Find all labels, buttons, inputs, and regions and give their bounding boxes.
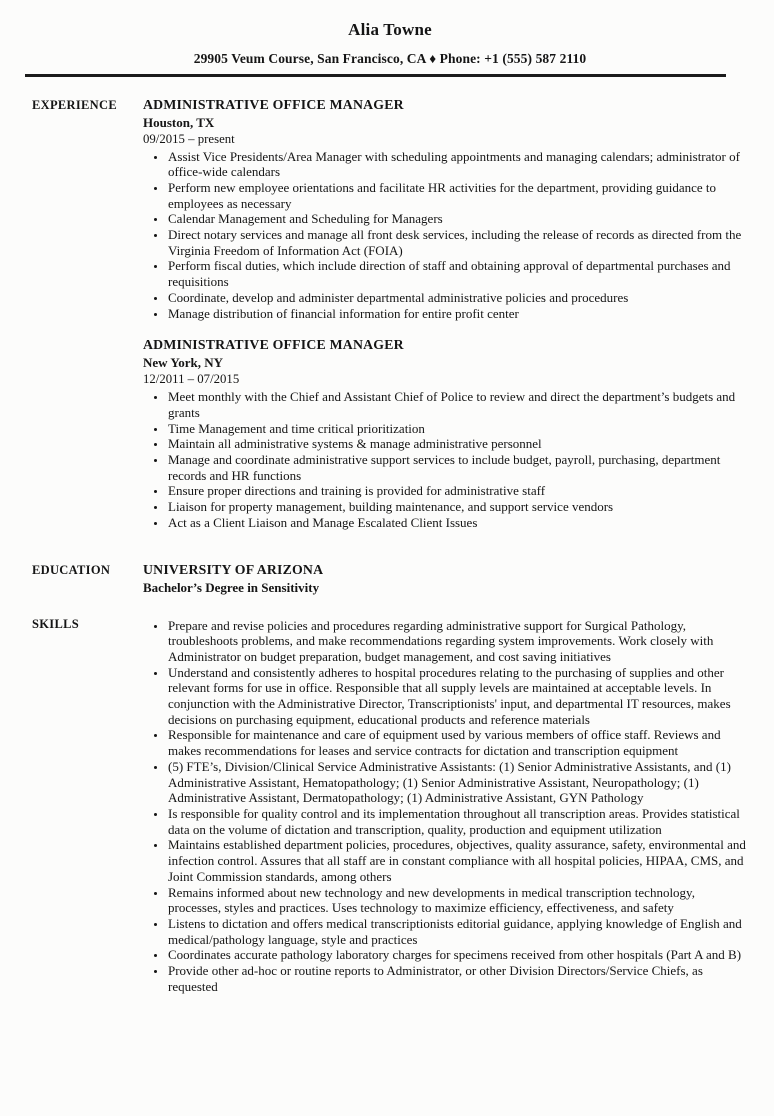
education-section-body (143, 562, 748, 596)
job-bullet: • Time Management and time critical prioritization (167, 421, 748, 437)
skills-section (32, 616, 748, 995)
skill-bullet: • Maintains established department policies, procedures, objectives, quality assurance, safety, environmental and infection control. Assures that all staff are in constant compliance with all hospital policies, HIPAA, CMS, and Joint Commission standards, among others (167, 837, 748, 884)
job-title: ADMINISTRATIVE OFFICE MANAGER (143, 337, 404, 353)
job-bullet: • Liaison for property management, building maintenance, and support service vendors (167, 499, 748, 515)
education-section-label: EDUCATION (32, 562, 111, 577)
job-bullet: • Manage and coordinate administrative support services to include budget, payroll, purchasing, department records and HR functions (167, 452, 748, 483)
skills-bullet-list (143, 618, 748, 995)
job-bullet: • Ensure proper directions and training is provided for administrative staff (167, 483, 748, 499)
job-bullet: • Act as a Client Liaison and Manage Escalated Client Issues (167, 515, 748, 531)
experience-section-body (143, 97, 748, 531)
skill-bullet: • (5) FTE’s, Division/Clinical Service Administrative Assistants: (1) Senior Administrative Assistants, and (1) Administrative Assistant, Hematopathology; (1) Senior Administrative Assistant, Neuropathology; (1) Administrative Assistant, Dermatopathology; (1) Administrative Assistant, GYN Pathology (167, 759, 748, 806)
job-entry (143, 337, 748, 530)
job-bullet: • Manage distribution of financial information for entire profit center (167, 306, 748, 322)
skill-bullet: • Is responsible for quality control and its implementation throughout all transcription areas. Provides statistical data on the volume of dictation and transcription, quality, production and equipment utilization (167, 806, 748, 837)
skill-bullet: • Prepare and revise policies and procedures regarding administrative support for Surgical Pathology, troubleshoots problems, and make recommendations regarding system improvements. Work closely with Administrator on budget preparation, budget management, and cost saving initiatives (167, 618, 748, 665)
contact-line: 29905 Veum Course, San Francisco, CA ♦ Phone: +1 (555) 587 2110 (193, 51, 587, 66)
skills-section-label: SKILLS (32, 616, 79, 631)
job-title: ADMINISTRATIVE OFFICE MANAGER (143, 96, 404, 112)
job-bullet: • Assist Vice Presidents/Area Manager with scheduling appointments and managing calendars; administrator of office-wide calendars (167, 149, 748, 180)
header-divider (25, 74, 726, 77)
job-bullet: • Direct notary services and manage all front desk services, including the release of records as directed from the Virginia Freedom of Information Act (FOIA) (167, 227, 748, 258)
skill-bullet: • Provide other ad-hoc or routine reports to Administrator, or other Division Directors/Service Chiefs, as requested (167, 963, 748, 994)
job-location: New York, NY (143, 355, 224, 371)
job-bullet: • Coordinate, develop and administer departmental administrative policies and procedures (167, 290, 748, 306)
job-dates: 12/2011 – 07/2015 (143, 372, 240, 387)
degree-name: Bachelor’s Degree in Sensitivity (143, 579, 320, 595)
job-bullet: • Calendar Management and Scheduling for Managers (167, 211, 748, 227)
job-bullet-list (143, 149, 748, 322)
skill-bullet: • Listens to dictation and offers medical transcriptionists editorial guidance, applying knowledge of English and medical/pathology language, style and practices (167, 916, 748, 947)
skill-bullet: • Coordinates accurate pathology laboratory charges for specimens received from other hospitals (Part A and B) (167, 947, 748, 963)
job-location: Houston, TX (143, 114, 215, 130)
skill-bullet: • Understand and consistently adheres to hospital procedures relating to the purchasing of supplies and other relevant forms for use in office. Responsible that all supply levels are maintained at acceptable levels. In conjunction with the Administrative Director, Transcriptionists' input, and departmental IT resources, makes decisions on purchasing equipment, educational products and reference materials (167, 665, 748, 728)
job-bullet: • Perform new employee orientations and facilitate HR activities for the department, providing guidance to employees as necessary (167, 180, 748, 211)
job-entry (143, 97, 748, 322)
skill-bullet: • Remains informed about new technology and new developments in medical transcription technology, processes, styles and practices. Uses technology to maximize efficiency, effectiveness, and safety (167, 885, 748, 916)
experience-section-label: EXPERIENCE (32, 97, 117, 112)
skills-section-body (143, 616, 748, 995)
job-bullet-list (143, 389, 748, 530)
job-bullet: • Meet monthly with the Chief and Assistant Chief of Police to review and direct the department’s budgets and grants (167, 389, 748, 420)
job-dates: 09/2015 – present (143, 131, 235, 146)
job-bullet: • Perform fiscal duties, which include direction of staff and obtaining approval of departmental purchases and requisitions (167, 258, 748, 289)
education-section (32, 562, 748, 596)
school-name: UNIVERSITY OF ARIZONA (143, 561, 324, 577)
experience-section (32, 97, 748, 531)
resume-header (32, 20, 748, 77)
job-bullet: • Maintain all administrative systems & manage administrative personnel (167, 436, 748, 452)
candidate-name: Alia Towne (348, 20, 432, 39)
skill-bullet: • Responsible for maintenance and care of equipment used by various members of office staff. Reviews and makes recommendations for leases and service contracts for dictation and transcription equipment (167, 727, 748, 758)
